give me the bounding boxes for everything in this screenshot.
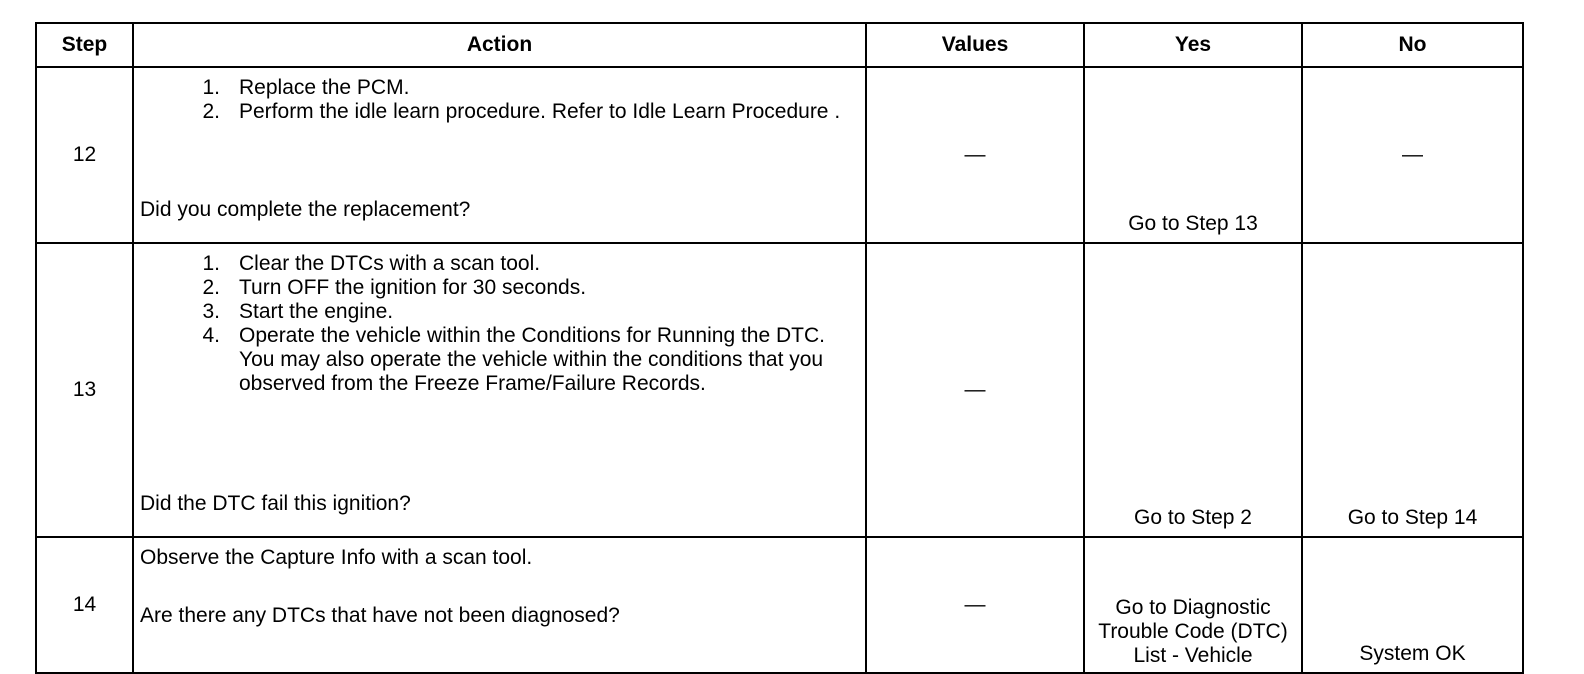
list-item [190,276,859,300]
header-step: Step [36,23,133,67]
values-cell: — [866,537,1084,673]
list-item-number: 3. [202,300,220,323]
header-values: Values [866,23,1084,67]
header-action: Action [133,23,866,67]
list-item [190,76,859,100]
list-item-text: Turn OFF the ignition for 30 seconds. [239,276,587,299]
yes-link[interactable]: Go to Step 13 [1084,67,1302,243]
list-item-text: Start the engine. [239,300,394,323]
header-no: No [1302,23,1523,67]
step-number: 12 [36,67,133,243]
list-item [190,100,859,124]
list-item-number: 1. [202,252,220,275]
step-number: 14 [36,537,133,673]
no-cell: — [1302,67,1523,243]
list-item-number: 2. [202,276,220,299]
table-row-step-12 [36,67,1523,243]
diagnostic-table [35,22,1524,674]
no-link[interactable]: Go to Step 14 [1302,243,1523,537]
no-result: System OK [1302,537,1523,673]
table-row-step-13 [36,243,1523,537]
action-instruction: Observe the Capture Info with a scan tool. [140,546,533,569]
action-steps-list [140,252,859,396]
list-item-text: Clear the DTCs with a scan tool. [239,252,541,275]
action-cell [133,537,866,673]
step-number: 13 [36,243,133,537]
values-cell: — [866,67,1084,243]
list-item-text: Operate the vehicle within the Conditions for Running the DTC. You may also operate the vehicle within the conditions that you observed from the Freeze Frame/Failure Records. [239,324,825,395]
header-row [36,23,1523,67]
list-item-text: Perform the idle learn procedure. Refer to Idle Learn Procedure . [239,100,841,123]
action-cell [133,67,866,243]
list-item-number: 4. [202,324,220,347]
values-cell: — [866,243,1084,537]
action-question: Did the DTC fail this ignition? [140,492,411,515]
action-steps-list [140,76,859,124]
header-yes: Yes [1084,23,1302,67]
list-item [190,300,859,324]
list-item-number: 1. [202,76,220,99]
list-item [190,252,859,276]
action-question: Are there any DTCs that have not been diagnosed? [140,604,620,627]
yes-link[interactable]: Go to Diagnostic Trouble Code (DTC) List - Vehicle [1084,537,1302,673]
yes-link[interactable]: Go to Step 2 [1084,243,1302,537]
list-item-number: 2. [202,100,220,123]
action-cell [133,243,866,537]
action-question: Did you complete the replacement? [140,198,471,221]
list-item [190,324,859,396]
table-row-step-14 [36,537,1523,673]
list-item-text: Replace the PCM. [239,76,410,99]
